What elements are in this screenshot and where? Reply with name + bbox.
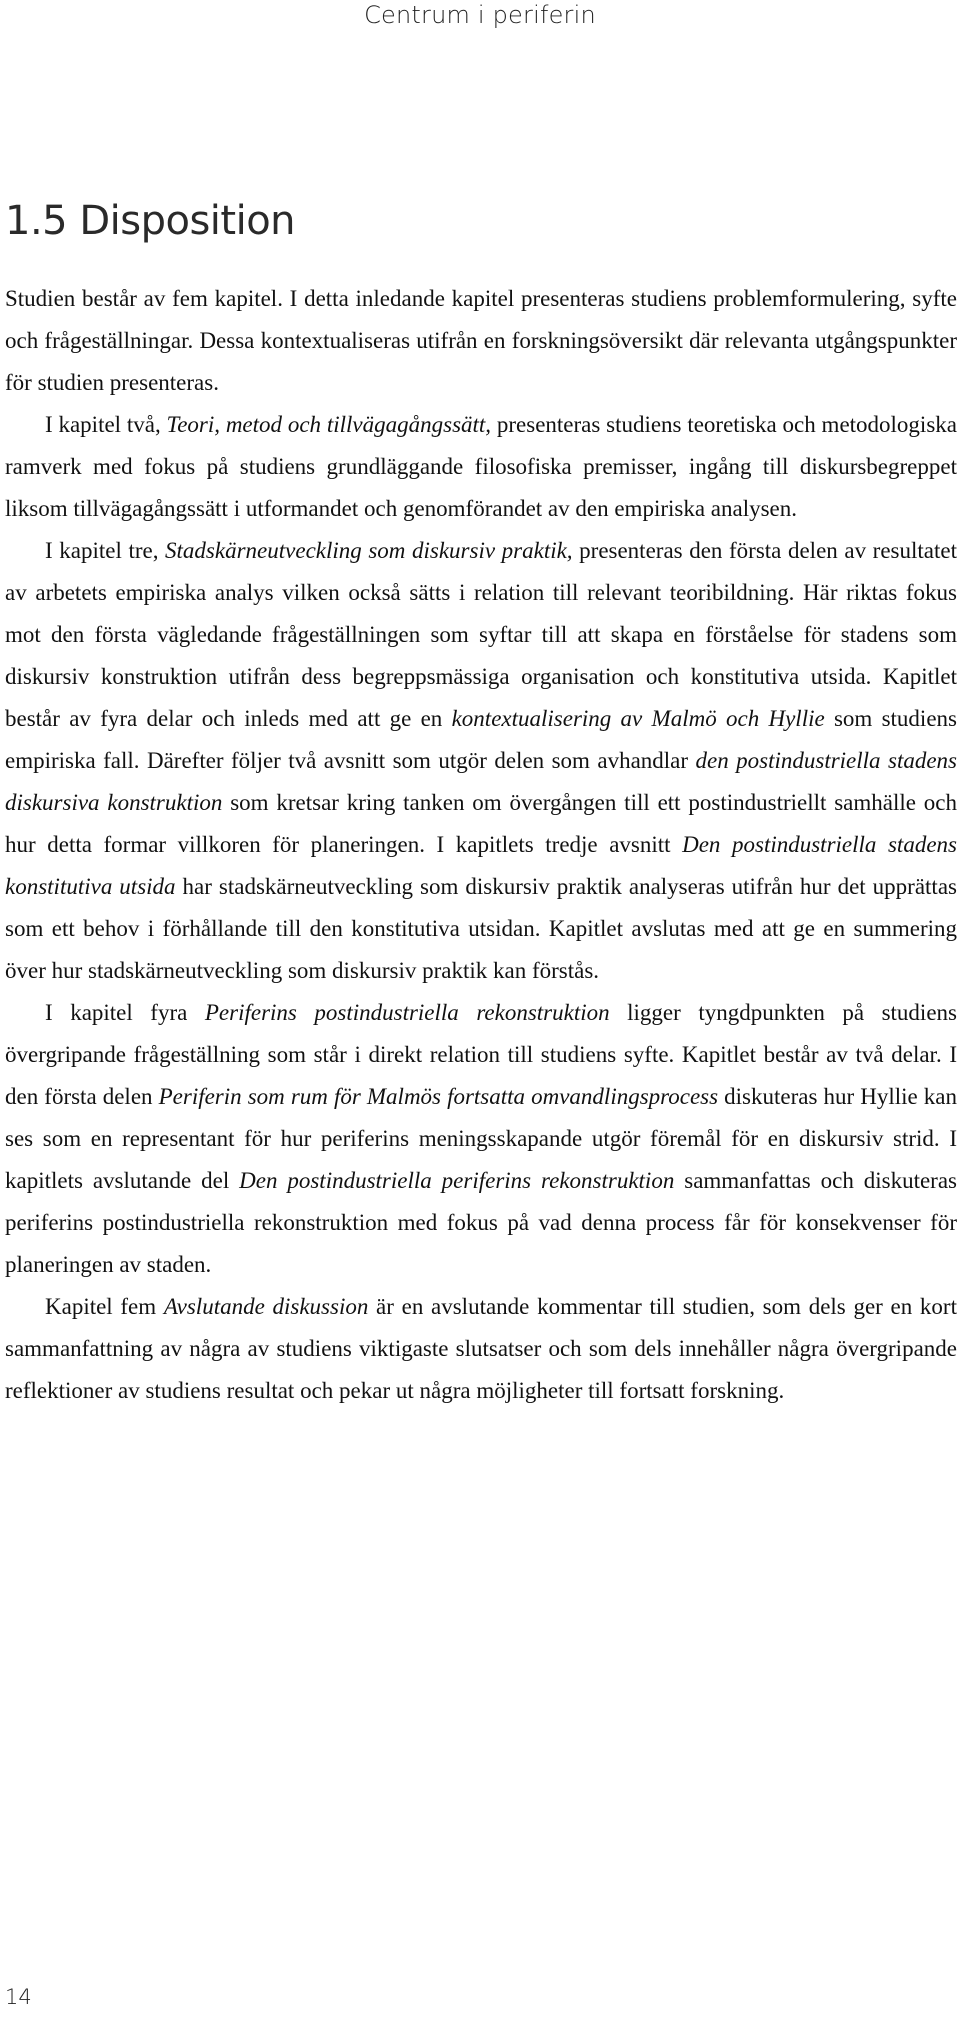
text-segment: som studiens empiriska fall. Därefter följer två avsnitt som utgör delen som avhandlar <box>5 706 957 773</box>
italic-title: Stadskärneutveckling som diskursiv praktik, <box>165 538 573 563</box>
italic-title: Periferin som rum för Malmös fortsatta omvandlingsprocess <box>158 1084 719 1109</box>
italic-title: Den postindustriella stadens konstitutiva utsida <box>5 832 957 899</box>
italic-title: Den postindustriella periferins rekonstruktion <box>239 1168 675 1193</box>
text-segment: I kapitel två, <box>45 412 167 437</box>
italic-title: kontextualisering av Malmö och Hyllie <box>451 706 825 731</box>
body-text <box>5 278 957 1412</box>
italic-title: Teori, metod och tillvägagångssätt, <box>166 412 492 437</box>
text-segment: har stadskärneutveckling som diskursiv praktik analyseras utifrån hur det upprättas som ett behov i förhållande till den konstitutiva utsidan. Kapitlet avslutas med att ge en summering över hur stadskärneutveckling som diskursiv praktik kan förstås. <box>5 874 957 983</box>
paragraph <box>5 1286 957 1412</box>
text-segment: ligger tyngdpunkten på studiens övergripande frågeställning som står i direkt relation till studiens syfte. Kapitlet består av två delar. I den första delen <box>5 1000 957 1109</box>
section-heading: 1.5 Disposition <box>5 198 296 244</box>
page-number: 14 <box>5 1985 32 2009</box>
italic-title: Avslutande diskussion <box>163 1294 369 1319</box>
text-segment: I kapitel fyra <box>45 1000 205 1025</box>
text-segment: I kapitel tre, <box>45 538 166 563</box>
text-segment: sammanfattas och diskuteras periferins postindustriella rekonstruktion med fokus på vad denna process får för konsekvenser för planeringen av staden. <box>5 1168 957 1277</box>
text-segment: är en avslutande kommentar till studien, som dels ger en kort sammanfattning av några av studiens viktigaste slutsatser och som dels innehåller några övergripande reflektioner av studiens resultat och pekar ut några möjligheter till fortsatt forskning. <box>5 1294 957 1403</box>
italic-title: den postindustriella stadens diskursiva konstruktion <box>5 748 957 815</box>
text-segment: Studien består av fem kapitel. I detta inledande kapitel presenteras studiens problemformulering, syfte och frågeställningar. Dessa kontextualiseras utifrån en forskningsöversikt där relevanta utgångspunkter för studien presenteras. <box>5 286 957 395</box>
text-segment: som kretsar kring tanken om övergången till ett postindustriellt samhälle och hur detta formar villkoren för planeringen. I kapitlets tredje avsnitt <box>5 790 957 857</box>
paragraph <box>5 530 957 992</box>
paragraph <box>5 278 957 404</box>
paragraph <box>5 992 957 1286</box>
text-segment: Kapitel fem <box>45 1294 164 1319</box>
text-segment: presenteras studiens teoretiska och metodologiska ramverk med fokus på studiens grundläggande filosofiska premisser, ingång till diskursbegreppet liksom tillvägagångssätt i utformandet och genomförandet av den empiriska analysen. <box>5 412 957 521</box>
paragraph <box>5 404 957 530</box>
text-segment: diskuteras hur Hyllie kan ses som en representant för hur periferins meningsskapande utgör föremål för en diskursiv strid. I kapitlets avslutande del <box>5 1084 957 1193</box>
running-header: Centrum i periferin <box>364 1 596 29</box>
text-segment: presenteras den första delen av resultatet av arbetets empiriska analys vilken också sätts i relation till relevant teoribildning. Här riktas fokus mot den första vägledande frågeställningen som syftar till att skapa en förståelse för stadens som diskursiv konstruktion utifrån dess begreppsmässiga organisation och konstitutiva utsida. Kapitlet består av fyra delar och inleds med att ge en <box>5 538 957 731</box>
italic-title: Periferins postindustriella rekonstruktion <box>204 1000 610 1025</box>
